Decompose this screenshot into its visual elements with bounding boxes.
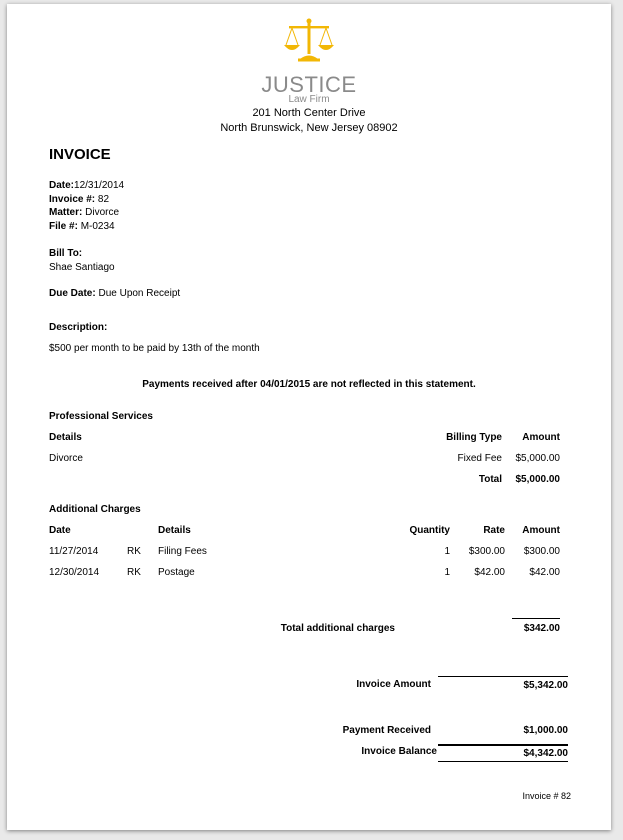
professional-services-title: Professional Services — [49, 411, 153, 422]
col-charge-details: Details — [158, 525, 191, 536]
page-footer: Invoice # 82 — [522, 791, 571, 801]
bill-to-name: Shae Santiago — [49, 262, 115, 273]
col-quantity: Quantity — [409, 525, 450, 536]
divider — [438, 676, 568, 677]
scales-of-justice-icon — [283, 18, 335, 62]
charge-amount: $300.00 — [523, 546, 560, 557]
charge-rate: $42.00 — [474, 567, 505, 578]
file-value: M-0234 — [80, 221, 115, 232]
charge-details: Postage — [158, 567, 195, 578]
firm-address-line2: North Brunswick, New Jersey 08902 — [220, 122, 398, 134]
col-details: Details — [49, 432, 82, 443]
due-date — [49, 288, 180, 299]
payment-received-label: Payment Received — [342, 725, 431, 736]
services-total-label: Total — [478, 474, 502, 485]
col-rate: Rate — [483, 525, 505, 536]
invoice-balance: $4,342.00 — [523, 748, 568, 759]
charge-date: 12/30/2014 — [49, 567, 100, 578]
invoice-amount-label: Invoice Amount — [356, 679, 431, 690]
charge-details: Filing Fees — [158, 546, 207, 557]
charge-quantity: 1 — [444, 546, 450, 557]
date-value: 12/31/2014 — [74, 180, 125, 191]
invoice-page — [7, 4, 611, 830]
invoice-number — [49, 194, 109, 205]
services-total: $5,000.00 — [515, 474, 560, 485]
additional-total-label: Total additional charges — [280, 623, 395, 634]
additional-charges-title: Additional Charges — [49, 504, 141, 515]
invoice-matter — [49, 207, 119, 218]
col-billing-type: Billing Type — [446, 432, 502, 443]
invoice-balance-label: Invoice Balance — [361, 746, 437, 757]
col-charge-amount: Amount — [522, 525, 560, 536]
divider — [438, 744, 568, 746]
divider — [512, 618, 560, 619]
date-label: Date: — [49, 180, 75, 191]
col-date: Date — [49, 525, 71, 536]
charge-date: 11/27/2014 — [49, 546, 99, 557]
service-details: Divorce — [49, 453, 83, 464]
matter-value: Divorce — [85, 207, 120, 218]
firm-subtitle: Law Firm — [288, 94, 330, 105]
invoice-title: INVOICE — [49, 146, 111, 163]
charge-amount: $42.00 — [529, 567, 560, 578]
charge-user: RK — [127, 567, 141, 578]
description-text: $500 per month to be paid by 13th of the month — [49, 343, 260, 354]
additional-total: $342.00 — [523, 623, 560, 634]
bill-to-label: Bill To: — [49, 248, 83, 259]
firm-address-line1: 201 North Center Drive — [252, 107, 366, 119]
invoice-number-label: Invoice #: — [49, 194, 96, 205]
due-date-label: Due Date: — [49, 288, 96, 299]
service-amount: $5,000.00 — [515, 453, 560, 464]
service-billing-type: Fixed Fee — [457, 453, 502, 464]
col-amount: Amount — [522, 432, 560, 443]
charge-user: RK — [127, 546, 141, 557]
invoice-number-value: 82 — [97, 194, 110, 205]
due-date-value: Due Upon Receipt — [98, 288, 181, 299]
payment-notice: Payments received after 04/01/2015 are not reflected in this statement. — [142, 379, 476, 390]
invoice-file — [49, 221, 115, 232]
payment-received: $1,000.00 — [523, 725, 568, 736]
invoice-amount: $5,342.00 — [523, 680, 568, 691]
charge-quantity: 1 — [444, 567, 450, 578]
file-label: File #: — [49, 221, 78, 232]
charge-rate: $300.00 — [468, 546, 505, 557]
matter-label: Matter: — [49, 207, 83, 218]
description-label: Description: — [49, 322, 108, 333]
invoice-date — [49, 180, 124, 191]
firm-name: JUSTICE — [261, 72, 357, 97]
divider — [438, 761, 568, 762]
